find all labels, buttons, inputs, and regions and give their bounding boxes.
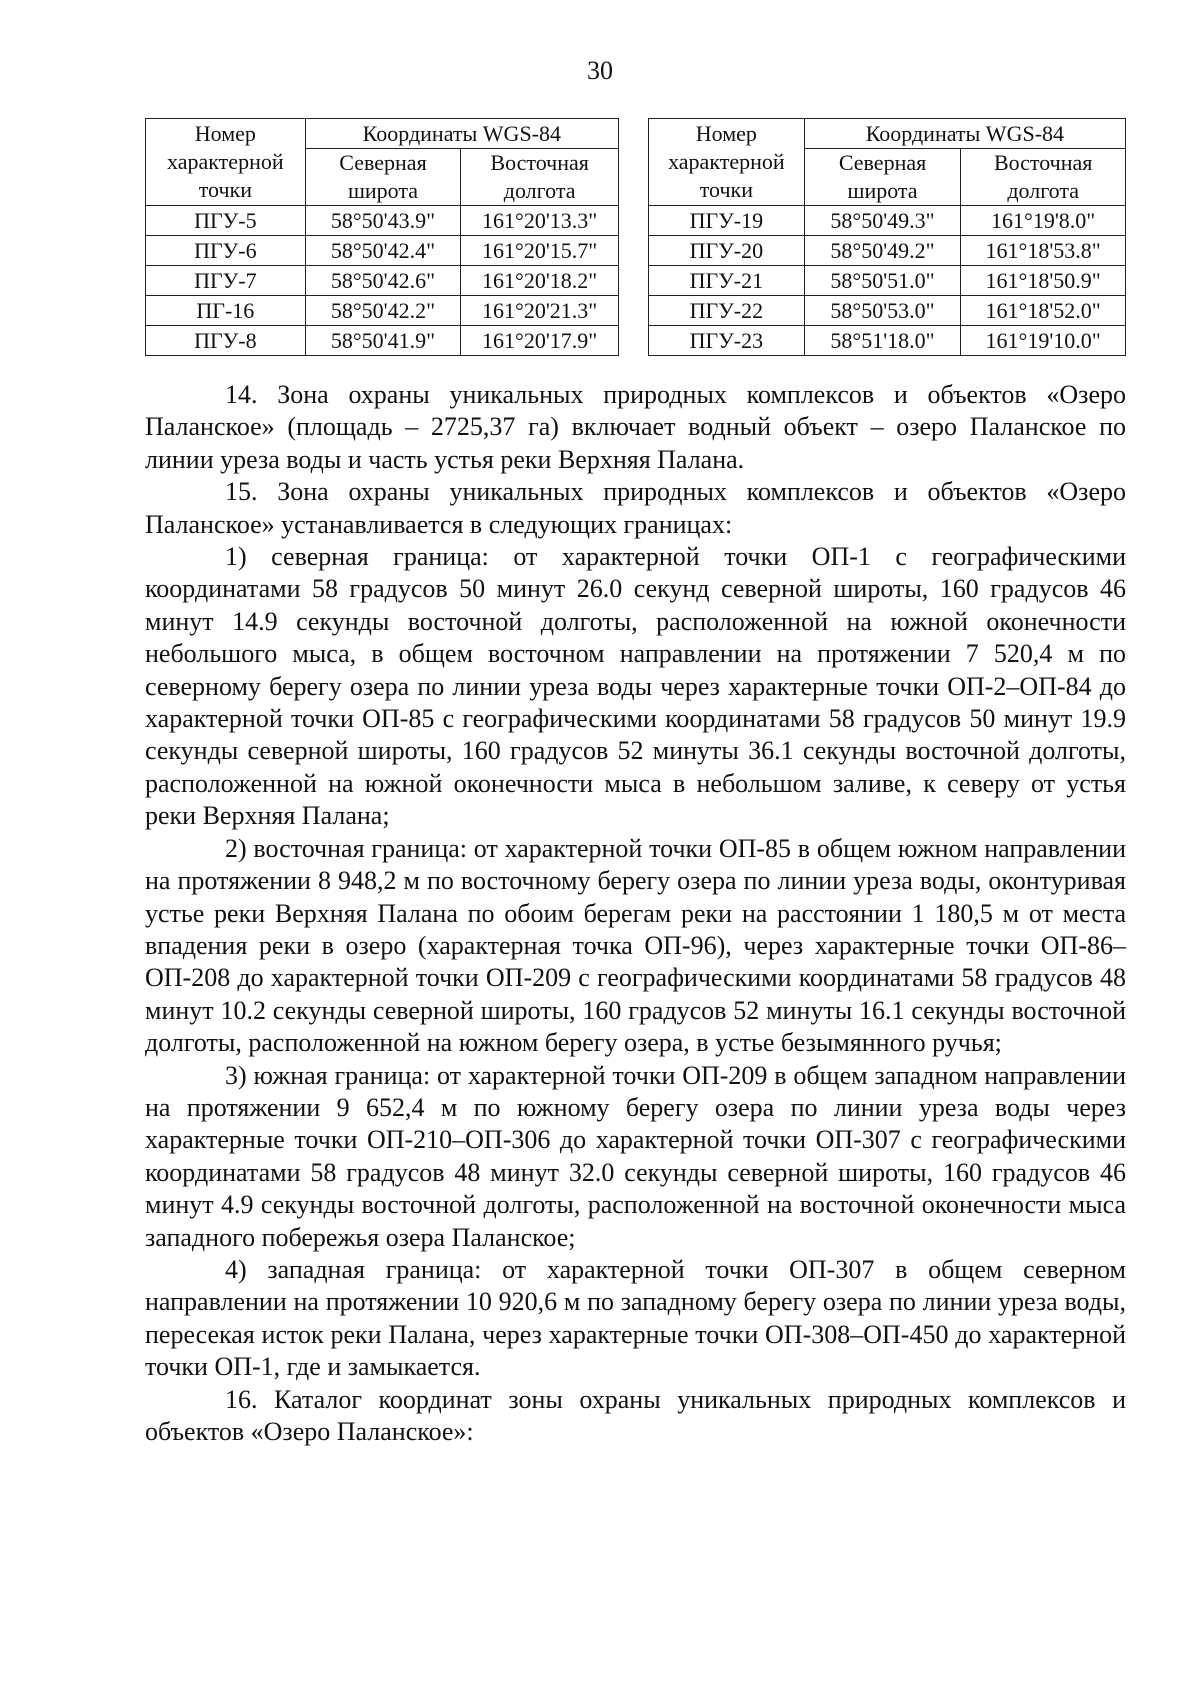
point-id: ПГУ-20 xyxy=(649,236,805,266)
header-east-longitude: Восточная долгота xyxy=(961,149,1126,206)
coordinates-table-left xyxy=(145,118,619,356)
table-row xyxy=(146,236,619,266)
coordinates-table-right xyxy=(648,118,1126,356)
southern-boundary-paragraph: 3) южная граница: от характерной точки ОП-209 в общем западном направлении на протяжении 9 652,4 м по южному берегу озера по линии уреза воды через характерные точки ОП-210–ОП-306 до характерной точки ОП-307 с географическими координатами 58 градусов 48 минут 32.0 секунды северной широты, 160 градусов 46 минут 4.9 секунды восточной долготы, расположенной на восточной оконечности мыса западного побережья озера Паланское; xyxy=(145,1060,1126,1252)
paragraph-14: 14. Зона охраны уникальных природных комплексов и объектов «Озеро Паланское» (площадь – 2725,37 га) включает водный объект – озеро Паланское по линии уреза воды и часть устья реки Верхняя Палана. xyxy=(145,380,1126,474)
latitude: 58°50'49.3" xyxy=(804,206,961,236)
paragraph-15: 15. Зона охраны уникальных природных комплексов и объектов «Озеро Паланское» устанавливается в следующих границах: xyxy=(145,477,1126,539)
header-point-number: Номер характерной точки xyxy=(146,119,306,206)
header-east-longitude: Восточная долгота xyxy=(461,149,619,206)
point-id: ПГУ-21 xyxy=(649,266,805,296)
latitude: 58°51'18.0" xyxy=(804,326,961,356)
longitude: 161°20'21.3" xyxy=(461,296,619,326)
header-point-number: Номер характерной точки xyxy=(649,119,805,206)
table-row xyxy=(146,266,619,296)
longitude: 161°18'50.9" xyxy=(961,266,1126,296)
header-coordinates: Координаты WGS-84 xyxy=(305,119,618,149)
northern-boundary-paragraph: 1) северная граница: от характерной точки ОП-1 с географическими координатами 58 градусов 50 минут 26.0 секунд северной широты, 160 градусов 46 минут 14.9 секунды восточной долготы, расположенной на южной оконечности небольшого мыса, в общем восточном направлении на протяжении 7 520,4 м по северному берегу озера по линии уреза воды через характерные точки ОП-2–ОП-84 до характерной точки ОП-85 с географическими координатами 58 градусов 50 минут 19.9 секунды северной широты, 160 градусов 52 минуты 36.1 секунды восточной долготы, расположенной на южной оконечности мыса в небольшом заливе, к северу от устья реки Верхняя Палана; xyxy=(145,542,1126,831)
longitude: 161°18'53.8" xyxy=(961,236,1126,266)
table-row xyxy=(649,236,1126,266)
point-id: ПГУ-23 xyxy=(649,326,805,356)
point-id: ПГ-16 xyxy=(146,296,306,326)
table-row xyxy=(649,296,1126,326)
table-row xyxy=(649,206,1126,236)
point-id: ПГУ-6 xyxy=(146,236,306,266)
latitude: 58°50'41.9" xyxy=(305,326,461,356)
header-north-latitude: Северная широта xyxy=(305,149,461,206)
longitude: 161°18'52.0" xyxy=(961,296,1126,326)
paragraph-16: 16. Каталог координат зоны охраны уникальных природных комплексов и объектов «Озеро Паланское»: xyxy=(145,1384,1126,1446)
longitude: 161°19'8.0" xyxy=(961,206,1126,236)
longitude: 161°20'15.7" xyxy=(461,236,619,266)
page-number: 30 xyxy=(587,56,613,85)
western-boundary-paragraph: 4) западная граница: от характерной точки ОП-307 в общем северном направлении на протяжении 10 920,6 м по западному берегу озера по линии уреза воды, пересекая исток реки Палана, через характерные точки ОП-308–ОП-450 до характерной точки ОП-1, где и замыкается. xyxy=(145,1254,1126,1382)
table-row xyxy=(649,326,1126,356)
longitude: 161°19'10.0" xyxy=(961,326,1126,356)
point-id: ПГУ-5 xyxy=(146,206,306,236)
latitude: 58°50'42.6" xyxy=(305,266,461,296)
longitude: 161°20'17.9" xyxy=(461,326,619,356)
latitude: 58°50'53.0" xyxy=(804,296,961,326)
body-text xyxy=(145,379,1126,1448)
latitude: 58°50'42.4" xyxy=(305,236,461,266)
latitude: 58°50'49.2" xyxy=(804,236,961,266)
longitude: 161°20'18.2" xyxy=(461,266,619,296)
point-id: ПГУ-22 xyxy=(649,296,805,326)
point-id: ПГУ-19 xyxy=(649,206,805,236)
table-row xyxy=(649,266,1126,296)
eastern-boundary-paragraph: 2) восточная граница: от характерной точки ОП-85 в общем южном направлении на протяжении 8 948,2 м по восточному берегу озера по линии уреза воды, оконтуривая устье реки Верхняя Палана по обоим берегам реки на расстоянии 1 180,5 м от места впадения реки в озеро (характерная точка ОП-96), через характерные точки ОП-86–ОП-208 до характерной точки ОП-209 с географическими координатами 58 градусов 48 минут 10.2 секунды северной широты, 160 градусов 52 минуты 16.1 секунды восточной долготы, расположенной на южном берегу озера, в устье безымянного ручья; xyxy=(145,833,1126,1058)
table-row xyxy=(146,326,619,356)
point-id: ПГУ-7 xyxy=(146,266,306,296)
latitude: 58°50'42.2" xyxy=(305,296,461,326)
longitude: 161°20'13.3" xyxy=(461,206,619,236)
latitude: 58°50'43.9" xyxy=(305,206,461,236)
header-coordinates: Координаты WGS-84 xyxy=(804,119,1125,149)
point-id: ПГУ-8 xyxy=(146,326,306,356)
table-row xyxy=(146,206,619,236)
table-row xyxy=(146,296,619,326)
header-north-latitude: Северная широта xyxy=(804,149,961,206)
latitude: 58°50'51.0" xyxy=(804,266,961,296)
